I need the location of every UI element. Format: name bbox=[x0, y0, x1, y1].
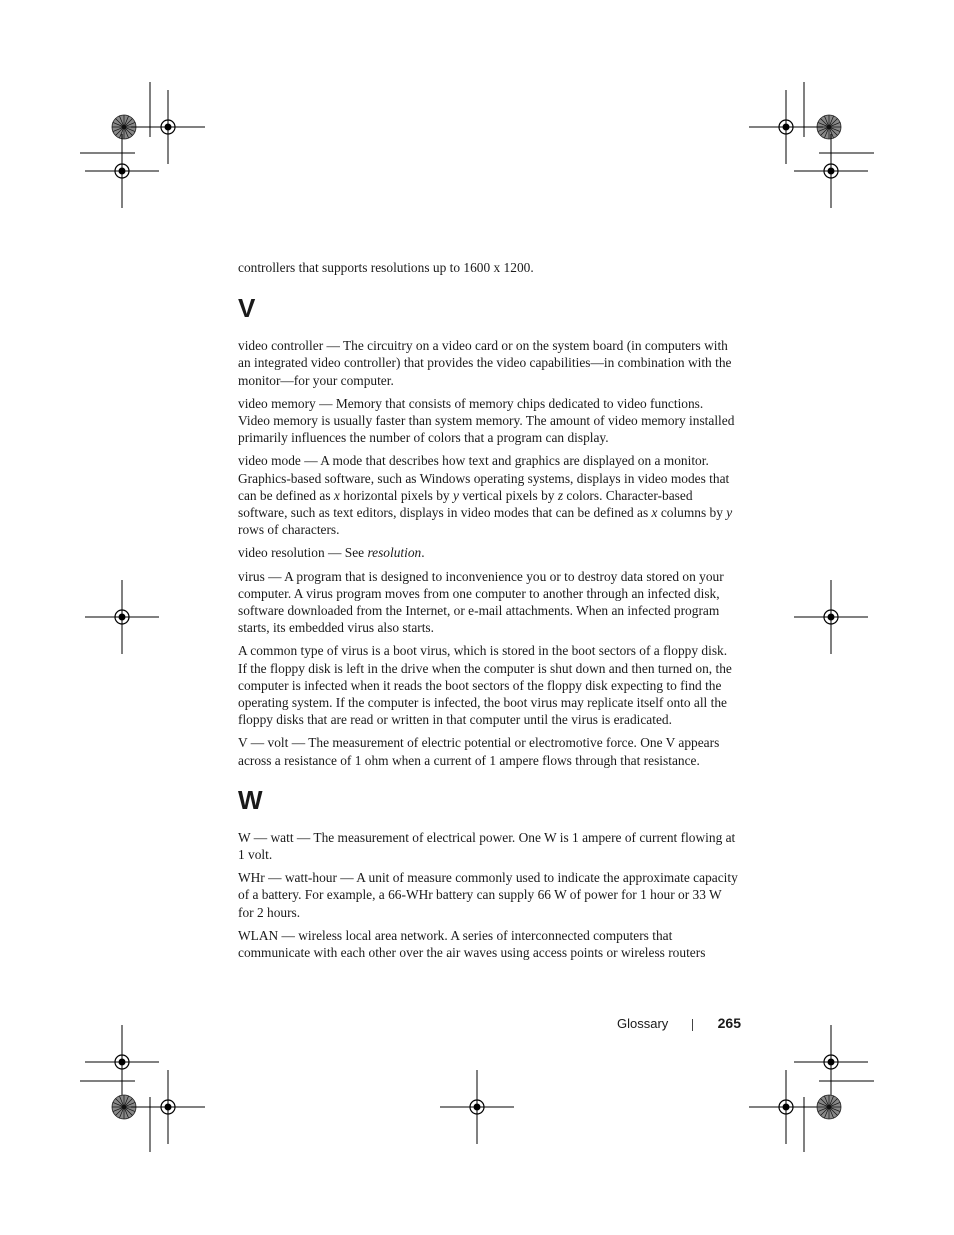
page-footer bbox=[560, 1014, 741, 1036]
crop-mark-mid-right bbox=[794, 580, 868, 654]
entry-w-watt bbox=[238, 829, 738, 863]
footer-divider bbox=[692, 1019, 693, 1031]
entry-definition: vertical pixels by bbox=[458, 487, 558, 503]
entry-definition: — volt — The measurement of electric potential or electromotive force. One V appears across a resistance of 1 ohm when a current of 1 ampere flows through that resistance. bbox=[238, 735, 720, 768]
entry-video-mode bbox=[238, 452, 738, 538]
entry-term: video mode bbox=[238, 453, 301, 469]
intro-text: controllers that supports resolutions up to 1600 x 1200. bbox=[238, 260, 534, 275]
cross-reference: resolution bbox=[367, 545, 422, 561]
entry-term: virus bbox=[238, 568, 265, 584]
entry-term: WLAN bbox=[238, 927, 279, 943]
entry-whr bbox=[238, 869, 738, 921]
crop-mark-top-left bbox=[80, 82, 205, 208]
crop-mark-top-right bbox=[749, 82, 874, 208]
entry-definition: — wireless local area network. A series of interconnected computers that communicate with each other over the air waves using access points or wireless routers bbox=[238, 927, 706, 961]
var-y: y bbox=[726, 505, 733, 521]
entry-definition: — A program that is designed to inconvenience you or to destroy data stored on your computer. A virus program moves from one computer to another through an infected disk, software downloaded from the Internet, or e-mail attachments. When an infected program starts, its embedded virus also starts. bbox=[238, 568, 724, 636]
entry-video-resolution bbox=[238, 544, 738, 561]
section-heading-w: W bbox=[238, 784, 263, 815]
crop-mark-bottom-left bbox=[80, 1025, 205, 1152]
entry-term: video memory bbox=[238, 395, 316, 411]
entry-wlan bbox=[238, 927, 738, 961]
entry-virus bbox=[238, 568, 738, 637]
entry-definition: — Memory that consists of memory chips dedicated to video functions. Video memory is usually faster than system memory. The amount of video memory installed primarily influences the number of colors that a program can display. bbox=[238, 395, 735, 446]
entry-definition: — watt-hour — A unit of measure commonly used to indicate the approximate capacity of a battery. For example, a 66-WHr battery can supply 66 W of power for 1 hour or 33 W for 2 hours. bbox=[238, 870, 738, 920]
glossary-content bbox=[238, 259, 738, 967]
entry-definition: columns by bbox=[657, 505, 727, 521]
crop-mark-mid-left bbox=[85, 580, 159, 654]
entry-video-controller bbox=[238, 337, 738, 389]
var-z: z bbox=[557, 487, 564, 503]
entry-term: video controller bbox=[238, 338, 324, 354]
page-number: 265 bbox=[717, 1015, 741, 1031]
entry-definition: — The circuitry on a video card or on the system board (in computers with an integrated video controller) that provides the video capabilities—in combination with the monitor—for your computer. bbox=[238, 338, 732, 388]
entry-term: video resolution bbox=[238, 545, 325, 561]
entry-term: W bbox=[238, 829, 251, 845]
crop-mark-bottom-center bbox=[440, 1070, 514, 1144]
entry-definition: — watt — The measurement of electrical power. One W is 1 ampere of current flowing at 1 volt. bbox=[238, 829, 736, 863]
entry-definition: horizontal pixels by bbox=[339, 487, 453, 503]
entry-definition: — See bbox=[324, 545, 368, 561]
entry-definition: — A mode that describes how text and graphics are displayed on a monitor. Graphics-based software, such as Windows operating systems, displays in video modes that can be defined as bbox=[238, 453, 730, 503]
entry-definition-tail: . bbox=[421, 545, 425, 561]
var-y: y bbox=[452, 487, 459, 503]
entry-term: WHr bbox=[238, 870, 265, 886]
entry-term: V bbox=[238, 735, 248, 751]
entry-definition: rows of characters. bbox=[238, 522, 340, 538]
entry-v-volt bbox=[238, 734, 738, 768]
crop-mark-bottom-right bbox=[749, 1025, 874, 1152]
footer-section-title: Glossary bbox=[617, 1016, 669, 1031]
entry-video-memory bbox=[238, 395, 738, 447]
var-x: x bbox=[651, 505, 658, 521]
section-heading-v: V bbox=[238, 293, 256, 324]
entry-definition: colors. Character-based software, such as text editors, displays in video modes that can be defined as bbox=[238, 487, 693, 521]
entry-virus-continued: A common type of virus is a boot virus, which is stored in the boot sectors of a floppy disk. If the floppy disk is left in the drive when the computer is shut down and then turned on, the computer is infected when it reads the boot sectors of the floppy disk expecting to find the operating system. If the computer is infected, the boot virus may replicate itself onto all the floppy disks that are read or written in that computer until the virus is eradicated. bbox=[238, 643, 732, 728]
var-x: x bbox=[333, 487, 340, 503]
